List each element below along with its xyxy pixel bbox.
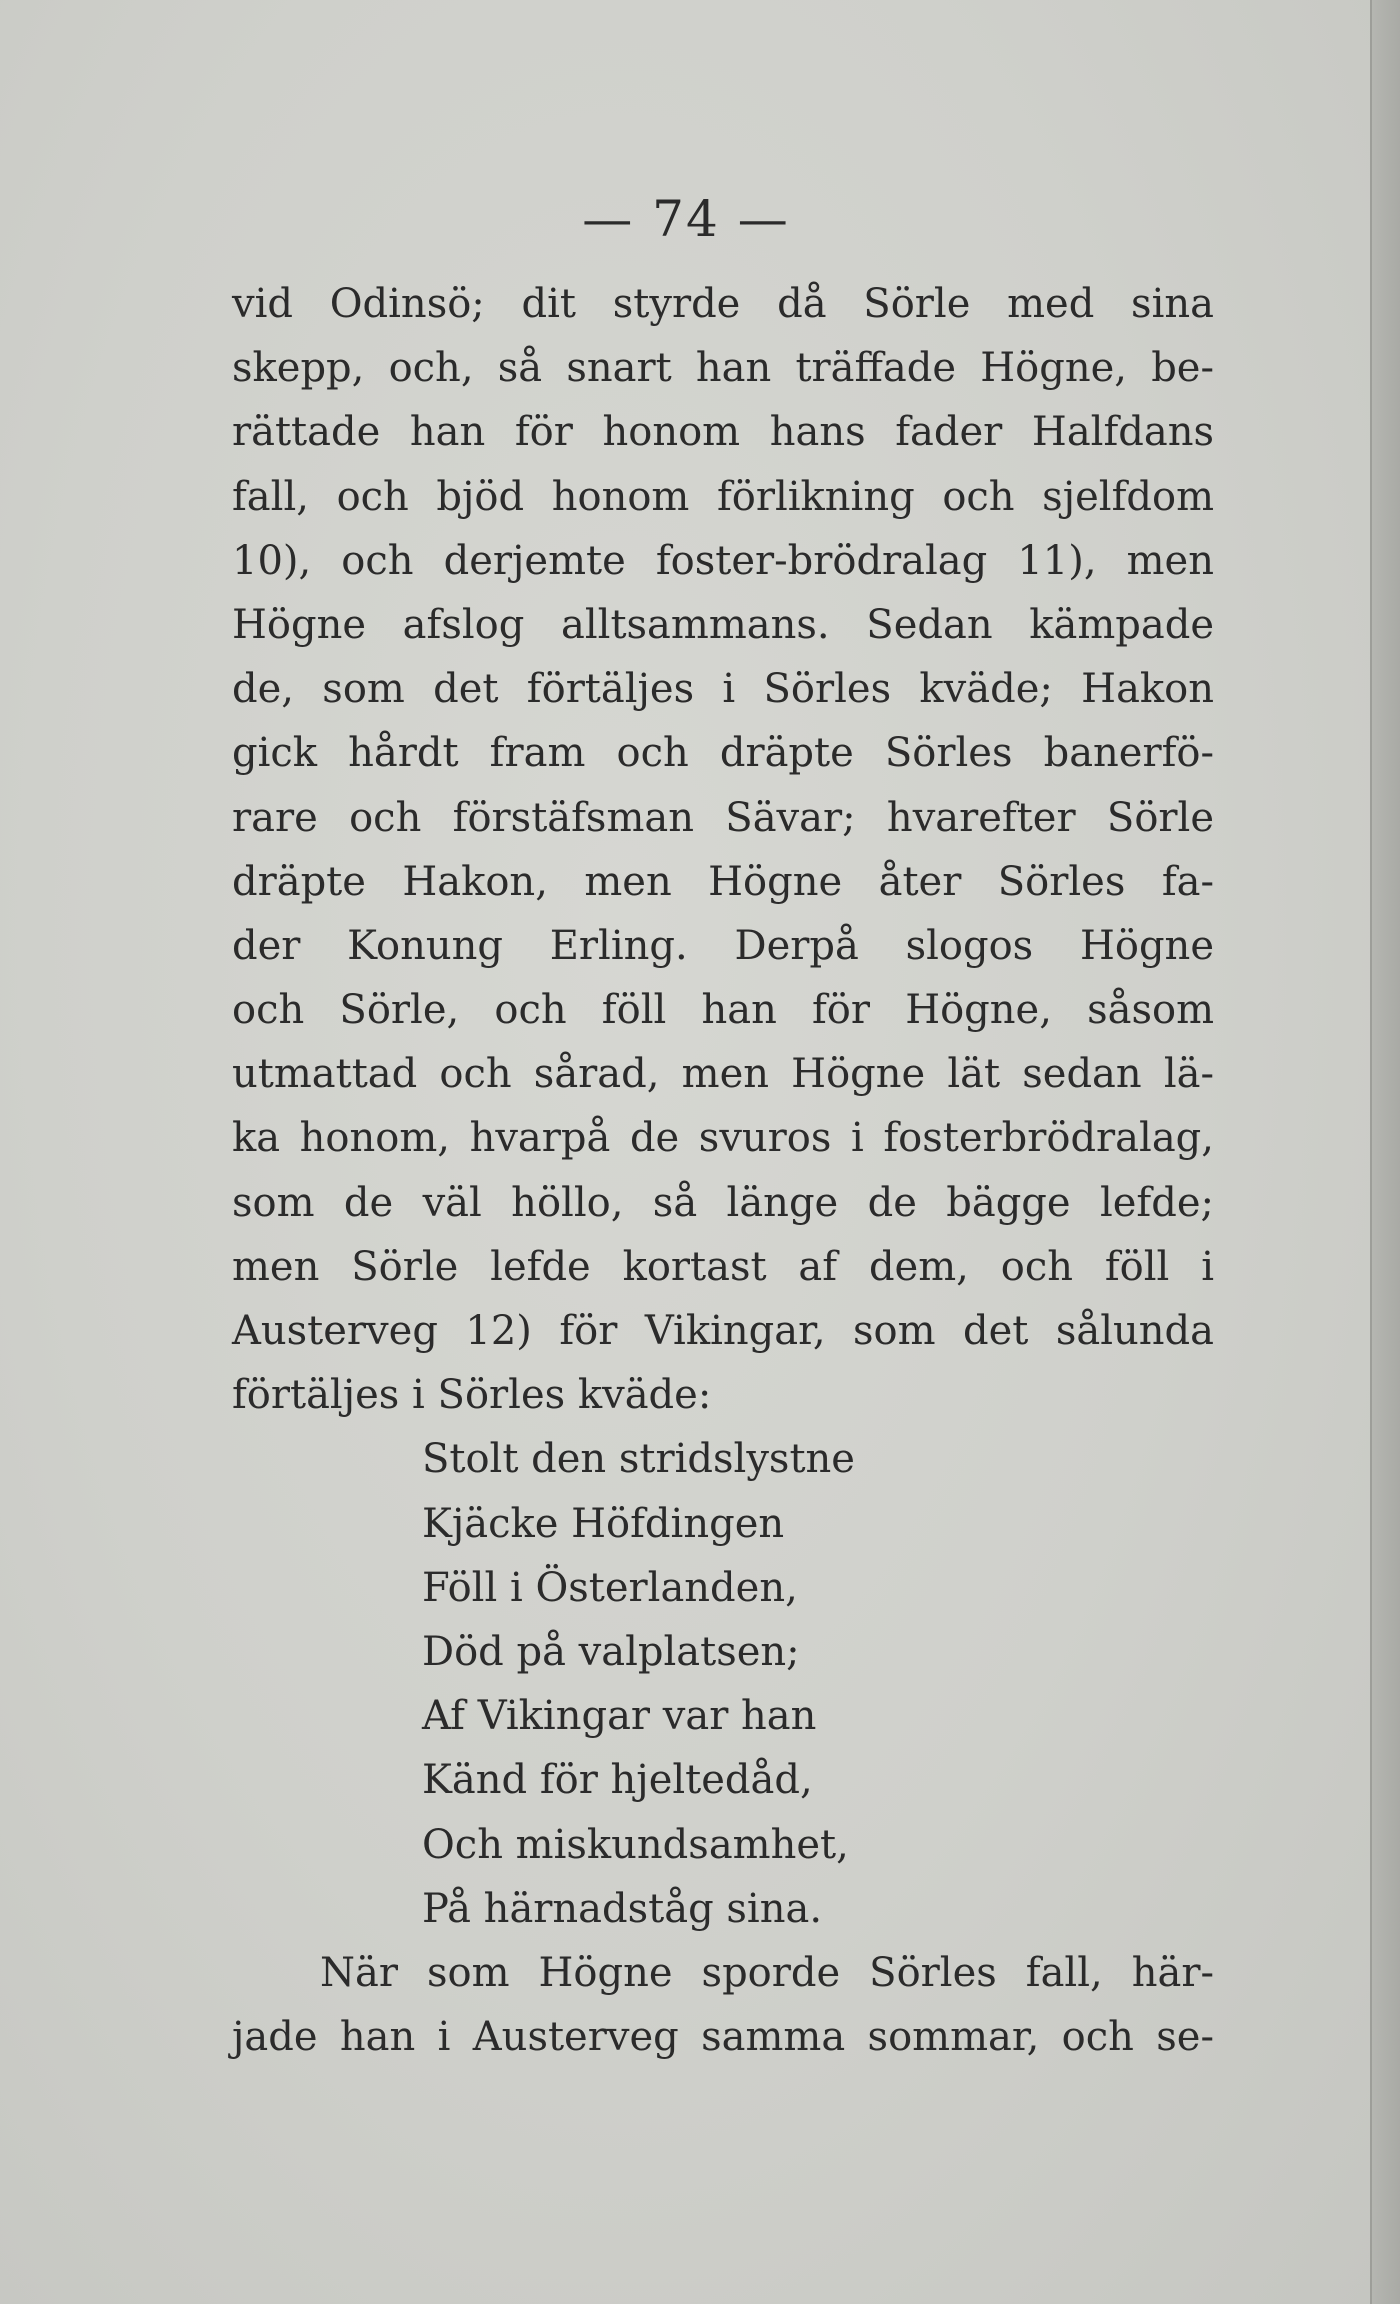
verse-line: På härnadståg sina. bbox=[422, 1885, 823, 1932]
body-text bbox=[232, 272, 1214, 2069]
text-line: Austerveg 12) för Vikingar, som det sålunda bbox=[232, 1308, 1214, 1354]
text-line: gick hårdt fram och dräpte Sörles banerfö- bbox=[232, 730, 1214, 777]
text-line: jade han i Austerveg samma sommar, och se- bbox=[232, 2014, 1214, 2061]
text-line: utmattad och sårad, men Högne lät sedan lä- bbox=[232, 1051, 1214, 1098]
text-line: 10), och derjemte foster-brödralag 11), men bbox=[232, 537, 1214, 584]
text-line: der Konung Erling. Derpå slogos Högne bbox=[232, 922, 1214, 969]
verse-line: Stolt den stridslystne bbox=[422, 1436, 855, 1483]
text-line: och Sörle, och föll han för Högne, såsom bbox=[232, 987, 1214, 1034]
page-number: — 74 — bbox=[582, 190, 790, 248]
verse-line: Föll i Österlanden, bbox=[422, 1564, 798, 1611]
verse-line: Död på valplatsen; bbox=[422, 1628, 800, 1675]
text-line: vid Odinsö; dit styrde då Sörle med sina bbox=[232, 281, 1214, 327]
text-line: Högne afslog alltsammans. Sedan kämpade bbox=[232, 601, 1214, 648]
text-line: rare och förstäfsman Sävar; hvarefter Sörle bbox=[232, 794, 1214, 841]
text-line: rättade han för honom hans fader Halfdans bbox=[232, 409, 1214, 456]
verse-line: Känd för hjeltedåd, bbox=[422, 1757, 813, 1804]
text-line: men Sörle lefde kortast af dem, och föll i bbox=[232, 1243, 1214, 1290]
page-edge bbox=[1370, 0, 1400, 2304]
verse-line: Och miskundsamhet, bbox=[422, 1821, 849, 1868]
text-line: ka honom, hvarpå de svuros i fosterbrödralag, bbox=[232, 1115, 1214, 1162]
text-line: skepp, och, så snart han träffade Högne, be- bbox=[232, 345, 1214, 392]
verse-line: Kjäcke Höfdingen bbox=[422, 1500, 785, 1547]
text-line: När som Högne sporde Sörles fall, här- bbox=[320, 1949, 1214, 1996]
verse-line: Af Vikingar var han bbox=[422, 1693, 817, 1740]
text-line: förtäljes i Sörles kväde: bbox=[232, 1372, 712, 1419]
text-line: dräpte Hakon, men Högne åter Sörles fa- bbox=[232, 858, 1214, 905]
text-line: som de väl höllo, så länge de bägge lefde; bbox=[232, 1179, 1214, 1226]
text-line: de, som det förtäljes i Sörles kväde; Hakon bbox=[232, 666, 1214, 713]
text-line: fall, och bjöd honom förlikning och sjelfdom bbox=[232, 473, 1214, 520]
